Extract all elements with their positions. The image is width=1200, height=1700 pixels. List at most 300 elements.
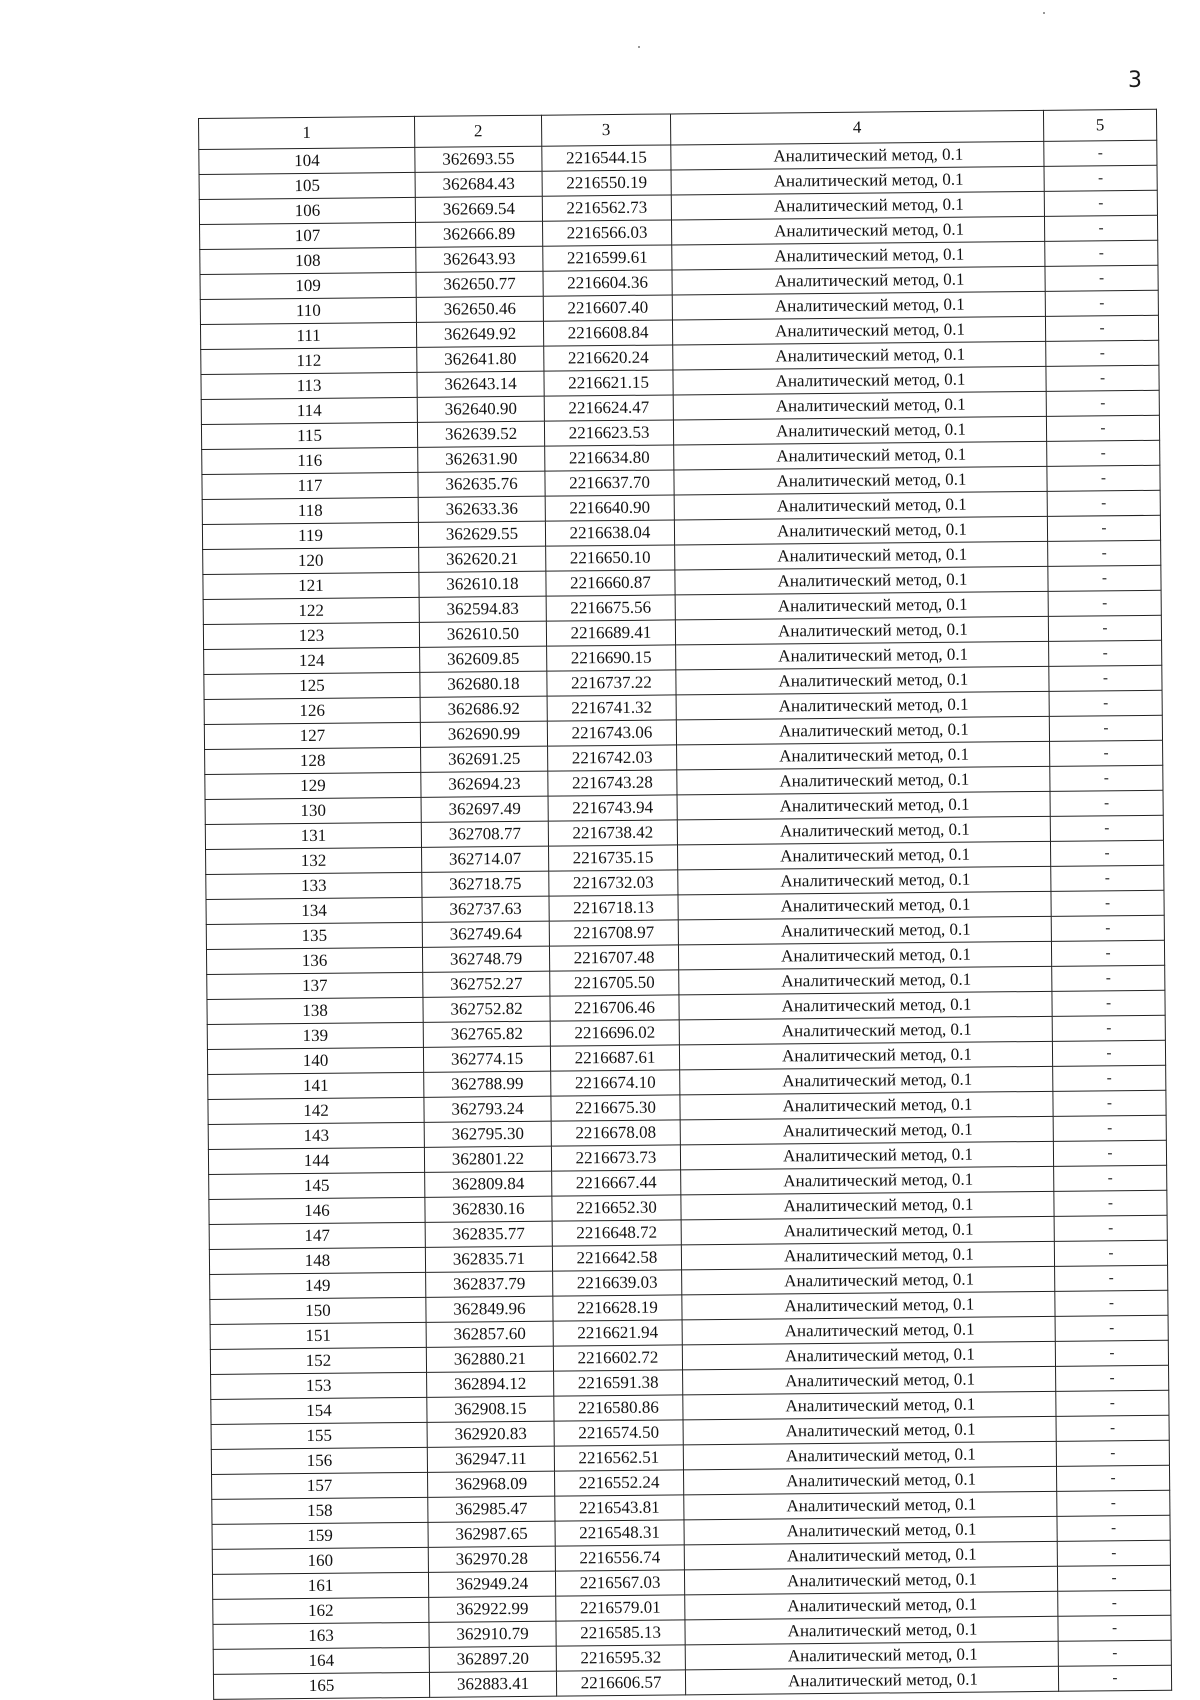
- point-number-cell: 147: [209, 1222, 425, 1249]
- method-cell: Аналитический метод, 0.1: [684, 1516, 1057, 1545]
- x-coordinate-cell: 362669.54: [415, 196, 542, 222]
- note-cell: -: [1055, 1315, 1168, 1341]
- note-cell: -: [1056, 1390, 1169, 1416]
- note-cell: -: [1045, 240, 1158, 266]
- x-coordinate-cell: 362666.89: [416, 221, 543, 247]
- note-cell: -: [1057, 1540, 1170, 1566]
- point-number-cell: 135: [206, 922, 422, 949]
- header-cell-3: 3: [541, 114, 670, 146]
- note-cell: -: [1051, 915, 1164, 941]
- note-cell: -: [1056, 1440, 1169, 1466]
- note-cell: -: [1047, 440, 1160, 466]
- x-coordinate-cell: 362690.99: [420, 721, 547, 747]
- note-cell: -: [1046, 415, 1159, 441]
- scan-speck: [1043, 12, 1045, 14]
- x-coordinate-cell: 362949.24: [428, 1571, 555, 1597]
- point-number-cell: 104: [199, 147, 415, 174]
- point-number-cell: 123: [203, 622, 419, 649]
- method-cell: Аналитический метод, 0.1: [676, 716, 1049, 745]
- note-cell: -: [1044, 215, 1157, 241]
- y-coordinate-cell: 2216660.87: [546, 570, 675, 596]
- method-cell: Аналитический метод, 0.1: [678, 866, 1051, 895]
- point-number-cell: 150: [210, 1297, 426, 1324]
- y-coordinate-cell: 2216574.50: [554, 1420, 683, 1446]
- method-cell: Аналитический метод, 0.1: [672, 316, 1045, 345]
- method-cell: Аналитический метод, 0.1: [675, 591, 1048, 620]
- x-coordinate-cell: 362774.15: [423, 1046, 550, 1072]
- note-cell: -: [1058, 1590, 1171, 1616]
- method-cell: Аналитический метод, 0.1: [680, 1141, 1053, 1170]
- method-cell: Аналитический метод, 0.1: [677, 791, 1050, 820]
- x-coordinate-cell: 362691.25: [421, 746, 548, 772]
- point-number-cell: 110: [200, 297, 416, 324]
- y-coordinate-cell: 2216567.03: [555, 1570, 684, 1596]
- y-coordinate-cell: 2216735.15: [549, 845, 678, 871]
- point-number-cell: 145: [209, 1172, 425, 1199]
- method-cell: Аналитический метод, 0.1: [673, 391, 1046, 420]
- y-coordinate-cell: 2216743.06: [547, 720, 676, 746]
- note-cell: -: [1054, 1190, 1167, 1216]
- x-coordinate-cell: 362620.21: [419, 546, 546, 572]
- point-number-cell: 116: [202, 447, 418, 474]
- point-number-cell: 160: [212, 1547, 428, 1574]
- method-cell: Аналитический метод, 0.1: [680, 1116, 1053, 1145]
- note-cell: -: [1051, 890, 1164, 916]
- note-cell: -: [1044, 140, 1157, 166]
- y-coordinate-cell: 2216580.86: [554, 1395, 683, 1421]
- y-coordinate-cell: 2216743.94: [548, 795, 677, 821]
- point-number-cell: 138: [207, 997, 423, 1024]
- x-coordinate-cell: 362835.71: [425, 1246, 552, 1272]
- method-cell: Аналитический метод, 0.1: [676, 691, 1049, 720]
- method-cell: Аналитический метод, 0.1: [681, 1191, 1054, 1220]
- y-coordinate-cell: 2216687.61: [550, 1045, 679, 1071]
- point-number-cell: 156: [211, 1447, 427, 1474]
- y-coordinate-cell: 2216606.57: [556, 1670, 685, 1696]
- x-coordinate-cell: 362920.83: [427, 1421, 554, 1447]
- y-coordinate-cell: 2216652.30: [552, 1195, 681, 1221]
- point-number-cell: 153: [211, 1372, 427, 1399]
- y-coordinate-cell: 2216543.81: [555, 1495, 684, 1521]
- x-coordinate-cell: 362947.11: [427, 1446, 554, 1472]
- note-cell: -: [1048, 540, 1161, 566]
- note-cell: -: [1054, 1240, 1167, 1266]
- note-cell: -: [1044, 165, 1157, 191]
- method-cell: Аналитический метод, 0.1: [674, 441, 1047, 470]
- y-coordinate-cell: 2216621.94: [553, 1320, 682, 1346]
- y-coordinate-cell: 2216732.03: [549, 870, 678, 896]
- y-coordinate-cell: 2216604.36: [543, 270, 672, 296]
- x-coordinate-cell: 362708.77: [421, 821, 548, 847]
- x-coordinate-cell: 362788.99: [424, 1071, 551, 1097]
- method-cell: Аналитический метод, 0.1: [684, 1566, 1057, 1595]
- method-cell: Аналитический метод, 0.1: [683, 1441, 1056, 1470]
- method-cell: Аналитический метод, 0.1: [673, 341, 1046, 370]
- point-number-cell: 106: [199, 197, 415, 224]
- y-coordinate-cell: 2216602.72: [553, 1345, 682, 1371]
- y-coordinate-cell: 2216591.38: [554, 1370, 683, 1396]
- note-cell: -: [1049, 715, 1162, 741]
- method-cell: Аналитический метод, 0.1: [674, 516, 1047, 545]
- x-coordinate-cell: 362897.20: [429, 1646, 556, 1672]
- y-coordinate-cell: 2216552.24: [555, 1470, 684, 1496]
- y-coordinate-cell: 2216623.53: [544, 420, 673, 446]
- y-coordinate-cell: 2216689.41: [546, 620, 675, 646]
- note-cell: -: [1052, 1040, 1165, 1066]
- x-coordinate-cell: 362693.55: [415, 146, 542, 172]
- x-coordinate-cell: 362649.92: [416, 321, 543, 347]
- x-coordinate-cell: 362643.93: [416, 246, 543, 272]
- y-coordinate-cell: 2216738.42: [548, 820, 677, 846]
- y-coordinate-cell: 2216639.03: [553, 1270, 682, 1296]
- method-cell: Аналитический метод, 0.1: [684, 1541, 1057, 1570]
- point-number-cell: 126: [204, 697, 420, 724]
- point-number-cell: 125: [204, 672, 420, 699]
- method-cell: Аналитический метод, 0.1: [679, 991, 1052, 1020]
- point-number-cell: 109: [200, 272, 416, 299]
- method-cell: Аналитический метод, 0.1: [675, 566, 1048, 595]
- point-number-cell: 162: [213, 1597, 429, 1624]
- note-cell: -: [1047, 465, 1160, 491]
- point-number-cell: 136: [206, 947, 422, 974]
- y-coordinate-cell: 2216628.19: [553, 1295, 682, 1321]
- x-coordinate-cell: 362809.84: [425, 1171, 552, 1197]
- y-coordinate-cell: 2216648.72: [552, 1220, 681, 1246]
- note-cell: -: [1053, 1065, 1166, 1091]
- x-coordinate-cell: 362795.30: [424, 1121, 551, 1147]
- note-cell: -: [1057, 1490, 1170, 1516]
- x-coordinate-cell: 362970.28: [428, 1546, 555, 1572]
- note-cell: -: [1045, 315, 1158, 341]
- y-coordinate-cell: 2216743.28: [548, 770, 677, 796]
- point-number-cell: 146: [209, 1197, 425, 1224]
- method-cell: Аналитический метод, 0.1: [683, 1466, 1056, 1495]
- note-cell: -: [1058, 1665, 1171, 1691]
- y-coordinate-cell: 2216548.31: [555, 1520, 684, 1546]
- method-cell: Аналитический метод, 0.1: [675, 616, 1048, 645]
- y-coordinate-cell: 2216595.32: [556, 1645, 685, 1671]
- x-coordinate-cell: 362650.46: [416, 296, 543, 322]
- y-coordinate-cell: 2216544.15: [542, 145, 671, 171]
- y-coordinate-cell: 2216550.19: [542, 170, 671, 196]
- point-number-cell: 113: [201, 372, 417, 399]
- note-cell: -: [1057, 1515, 1170, 1541]
- point-number-cell: 152: [210, 1347, 426, 1374]
- y-coordinate-cell: 2216634.80: [545, 445, 674, 471]
- note-cell: -: [1047, 490, 1160, 516]
- point-number-cell: 151: [210, 1322, 426, 1349]
- y-coordinate-cell: 2216640.90: [545, 495, 674, 521]
- y-coordinate-cell: 2216638.04: [545, 520, 674, 546]
- note-cell: -: [1054, 1215, 1167, 1241]
- y-coordinate-cell: 2216599.61: [543, 245, 672, 271]
- point-number-cell: 134: [206, 897, 422, 924]
- point-number-cell: 164: [213, 1647, 429, 1674]
- point-number-cell: 161: [212, 1572, 428, 1599]
- point-number-cell: 159: [212, 1522, 428, 1549]
- x-coordinate-cell: 362629.55: [418, 521, 545, 547]
- point-number-cell: 149: [210, 1272, 426, 1299]
- method-cell: Аналитический метод, 0.1: [674, 466, 1047, 495]
- header-cell-4: 4: [670, 110, 1043, 145]
- note-cell: -: [1049, 690, 1162, 716]
- x-coordinate-cell: 362718.75: [422, 871, 549, 897]
- point-number-cell: 105: [199, 172, 415, 199]
- y-coordinate-cell: 2216667.44: [552, 1170, 681, 1196]
- point-number-cell: 121: [203, 572, 419, 599]
- point-number-cell: 132: [206, 847, 422, 874]
- method-cell: Аналитический метод, 0.1: [673, 366, 1046, 395]
- point-number-cell: 131: [205, 822, 421, 849]
- method-cell: Аналитический метод, 0.1: [677, 741, 1050, 770]
- point-number-cell: 142: [208, 1097, 424, 1124]
- x-coordinate-cell: 362765.82: [423, 1021, 550, 1047]
- method-cell: Аналитический метод, 0.1: [681, 1216, 1054, 1245]
- x-coordinate-cell: 362793.24: [424, 1096, 551, 1122]
- note-cell: -: [1051, 940, 1164, 966]
- point-number-cell: 133: [206, 872, 422, 899]
- x-coordinate-cell: 362985.47: [428, 1496, 555, 1522]
- note-cell: -: [1056, 1465, 1169, 1491]
- header-cell-5: 5: [1043, 109, 1156, 141]
- x-coordinate-cell: 362835.77: [425, 1221, 552, 1247]
- y-coordinate-cell: 2216706.46: [550, 995, 679, 1021]
- y-coordinate-cell: 2216650.10: [546, 545, 675, 571]
- y-coordinate-cell: 2216742.03: [548, 745, 677, 771]
- note-cell: -: [1046, 390, 1159, 416]
- y-coordinate-cell: 2216624.47: [544, 395, 673, 421]
- x-coordinate-cell: 362737.63: [422, 896, 549, 922]
- method-cell: Аналитический метод, 0.1: [676, 666, 1049, 695]
- method-cell: Аналитический метод, 0.1: [672, 291, 1045, 320]
- point-number-cell: 137: [207, 972, 423, 999]
- point-number-cell: 165: [213, 1672, 429, 1699]
- point-number-cell: 144: [208, 1147, 424, 1174]
- note-cell: -: [1056, 1365, 1169, 1391]
- note-cell: -: [1051, 865, 1164, 891]
- y-coordinate-cell: 2216562.51: [554, 1445, 683, 1471]
- point-number-cell: 112: [201, 347, 417, 374]
- y-coordinate-cell: 2216621.15: [544, 370, 673, 396]
- x-coordinate-cell: 362686.92: [420, 696, 547, 722]
- point-number-cell: 154: [211, 1397, 427, 1424]
- method-cell: Аналитический метод, 0.1: [679, 1041, 1052, 1070]
- note-cell: -: [1052, 1015, 1165, 1041]
- note-cell: -: [1047, 515, 1160, 541]
- x-coordinate-cell: 362752.27: [423, 971, 550, 997]
- point-number-cell: 141: [208, 1072, 424, 1099]
- point-number-cell: 122: [203, 597, 419, 624]
- method-cell: Аналитический метод, 0.1: [678, 941, 1051, 970]
- point-number-cell: 129: [205, 772, 421, 799]
- point-number-cell: 114: [201, 397, 417, 424]
- y-coordinate-cell: 2216642.58: [552, 1245, 681, 1271]
- method-cell: Аналитический метод, 0.1: [682, 1291, 1055, 1320]
- note-cell: -: [1050, 815, 1163, 841]
- note-cell: -: [1053, 1140, 1166, 1166]
- y-coordinate-cell: 2216675.30: [551, 1095, 680, 1121]
- x-coordinate-cell: 362594.83: [419, 596, 546, 622]
- x-coordinate-cell: 362684.43: [415, 171, 542, 197]
- x-coordinate-cell: 362880.21: [426, 1346, 553, 1372]
- x-coordinate-cell: 362641.80: [417, 346, 544, 372]
- y-coordinate-cell: 2216562.73: [542, 195, 671, 221]
- point-number-cell: 157: [212, 1472, 428, 1499]
- point-number-cell: 115: [201, 422, 417, 449]
- note-cell: -: [1050, 790, 1163, 816]
- coordinates-table-container: [198, 109, 1171, 1700]
- point-number-cell: 119: [202, 522, 418, 549]
- method-cell: Аналитический метод, 0.1: [680, 1066, 1053, 1095]
- note-cell: -: [1052, 965, 1165, 991]
- point-number-cell: 117: [202, 472, 418, 499]
- y-coordinate-cell: 2216620.24: [544, 345, 673, 371]
- point-number-cell: 158: [212, 1497, 428, 1524]
- x-coordinate-cell: 362609.85: [420, 646, 547, 672]
- note-cell: -: [1053, 1090, 1166, 1116]
- x-coordinate-cell: 362610.18: [419, 571, 546, 597]
- note-cell: -: [1049, 640, 1162, 666]
- point-number-cell: 130: [205, 797, 421, 824]
- point-number-cell: 128: [205, 747, 421, 774]
- x-coordinate-cell: 362680.18: [420, 671, 547, 697]
- note-cell: -: [1045, 290, 1158, 316]
- method-cell: Аналитический метод, 0.1: [678, 916, 1051, 945]
- method-cell: Аналитический метод, 0.1: [677, 816, 1050, 845]
- scan-speck: [638, 46, 640, 48]
- y-coordinate-cell: 2216690.15: [547, 645, 676, 671]
- note-cell: -: [1048, 565, 1161, 591]
- x-coordinate-cell: 362748.79: [422, 946, 549, 972]
- y-coordinate-cell: 2216741.32: [547, 695, 676, 721]
- point-number-cell: 127: [204, 722, 420, 749]
- method-cell: Аналитический метод, 0.1: [682, 1266, 1055, 1295]
- method-cell: Аналитический метод, 0.1: [678, 841, 1051, 870]
- y-coordinate-cell: 2216673.73: [551, 1145, 680, 1171]
- note-cell: -: [1053, 1115, 1166, 1141]
- method-cell: Аналитический метод, 0.1: [679, 1016, 1052, 1045]
- x-coordinate-cell: 362631.90: [418, 446, 545, 472]
- x-coordinate-cell: 362752.82: [423, 996, 550, 1022]
- method-cell: Аналитический метод, 0.1: [681, 1166, 1054, 1195]
- header-cell-2: 2: [414, 115, 541, 147]
- x-coordinate-cell: 362640.90: [417, 396, 544, 422]
- y-coordinate-cell: 2216718.13: [549, 895, 678, 921]
- method-cell: Аналитический метод, 0.1: [682, 1341, 1055, 1370]
- y-coordinate-cell: 2216707.48: [549, 945, 678, 971]
- x-coordinate-cell: 362697.49: [421, 796, 548, 822]
- point-number-cell: 111: [200, 322, 416, 349]
- x-coordinate-cell: 362968.09: [428, 1471, 555, 1497]
- y-coordinate-cell: 2216637.70: [545, 470, 674, 496]
- coordinates-table: [198, 109, 1172, 1700]
- method-cell: Аналитический метод, 0.1: [671, 141, 1044, 170]
- x-coordinate-cell: 362714.07: [422, 846, 549, 872]
- x-coordinate-cell: 362801.22: [424, 1146, 551, 1172]
- note-cell: -: [1050, 840, 1163, 866]
- x-coordinate-cell: 362650.77: [416, 271, 543, 297]
- method-cell: Аналитический метод, 0.1: [682, 1316, 1055, 1345]
- method-cell: Аналитический метод, 0.1: [671, 191, 1044, 220]
- x-coordinate-cell: 362643.14: [417, 371, 544, 397]
- method-cell: Аналитический метод, 0.1: [683, 1391, 1056, 1420]
- method-cell: Аналитический метод, 0.1: [680, 1091, 1053, 1120]
- method-cell: Аналитический метод, 0.1: [674, 491, 1047, 520]
- y-coordinate-cell: 2216708.97: [549, 920, 678, 946]
- point-number-cell: 155: [211, 1422, 427, 1449]
- x-coordinate-cell: 362749.64: [422, 921, 549, 947]
- note-cell: -: [1056, 1415, 1169, 1441]
- method-cell: Аналитический метод, 0.1: [685, 1666, 1058, 1695]
- note-cell: -: [1055, 1265, 1168, 1291]
- table-body: [199, 140, 1172, 1699]
- y-coordinate-cell: 2216607.40: [543, 295, 672, 321]
- note-cell: -: [1058, 1640, 1171, 1666]
- note-cell: -: [1050, 740, 1163, 766]
- method-cell: Аналитический метод, 0.1: [672, 266, 1045, 295]
- y-coordinate-cell: 2216737.22: [547, 670, 676, 696]
- method-cell: Аналитический метод, 0.1: [685, 1616, 1058, 1645]
- y-coordinate-cell: 2216675.56: [546, 595, 675, 621]
- point-number-cell: 139: [207, 1022, 423, 1049]
- x-coordinate-cell: 362610.50: [419, 621, 546, 647]
- method-cell: Аналитический метод, 0.1: [685, 1641, 1058, 1670]
- note-cell: -: [1048, 615, 1161, 641]
- method-cell: Аналитический метод, 0.1: [672, 241, 1045, 270]
- method-cell: Аналитический метод, 0.1: [685, 1591, 1058, 1620]
- note-cell: -: [1058, 1615, 1171, 1641]
- method-cell: Аналитический метод, 0.1: [671, 166, 1044, 195]
- method-cell: Аналитический метод, 0.1: [683, 1416, 1056, 1445]
- x-coordinate-cell: 362908.15: [427, 1396, 554, 1422]
- point-number-cell: 148: [209, 1247, 425, 1274]
- point-number-cell: 143: [208, 1122, 424, 1149]
- header-cell-1: 1: [199, 116, 415, 149]
- x-coordinate-cell: 362694.23: [421, 771, 548, 797]
- y-coordinate-cell: 2216696.02: [550, 1020, 679, 1046]
- page-number: 3: [1128, 68, 1142, 93]
- method-cell: Аналитический метод, 0.1: [683, 1366, 1056, 1395]
- note-cell: -: [1046, 365, 1159, 391]
- y-coordinate-cell: 2216674.10: [551, 1070, 680, 1096]
- note-cell: -: [1052, 990, 1165, 1016]
- note-cell: -: [1054, 1165, 1167, 1191]
- method-cell: Аналитический метод, 0.1: [681, 1241, 1054, 1270]
- method-cell: Аналитический метод, 0.1: [678, 891, 1051, 920]
- method-cell: Аналитический метод, 0.1: [677, 766, 1050, 795]
- note-cell: -: [1049, 665, 1162, 691]
- point-number-cell: 108: [200, 247, 416, 274]
- x-coordinate-cell: 362633.36: [418, 496, 545, 522]
- x-coordinate-cell: 362830.16: [425, 1196, 552, 1222]
- y-coordinate-cell: 2216556.74: [555, 1545, 684, 1571]
- x-coordinate-cell: 362857.60: [426, 1321, 553, 1347]
- note-cell: -: [1057, 1565, 1170, 1591]
- point-number-cell: 118: [202, 497, 418, 524]
- x-coordinate-cell: 362639.52: [417, 421, 544, 447]
- point-number-cell: 124: [204, 647, 420, 674]
- note-cell: -: [1045, 265, 1158, 291]
- note-cell: -: [1055, 1290, 1168, 1316]
- x-coordinate-cell: 362922.99: [429, 1596, 556, 1622]
- y-coordinate-cell: 2216579.01: [556, 1595, 685, 1621]
- y-coordinate-cell: 2216608.84: [543, 320, 672, 346]
- method-cell: Аналитический метод, 0.1: [672, 216, 1045, 245]
- x-coordinate-cell: 362894.12: [427, 1371, 554, 1397]
- point-number-cell: 107: [200, 222, 416, 249]
- method-cell: Аналитический метод, 0.1: [673, 416, 1046, 445]
- method-cell: Аналитический метод, 0.1: [684, 1491, 1057, 1520]
